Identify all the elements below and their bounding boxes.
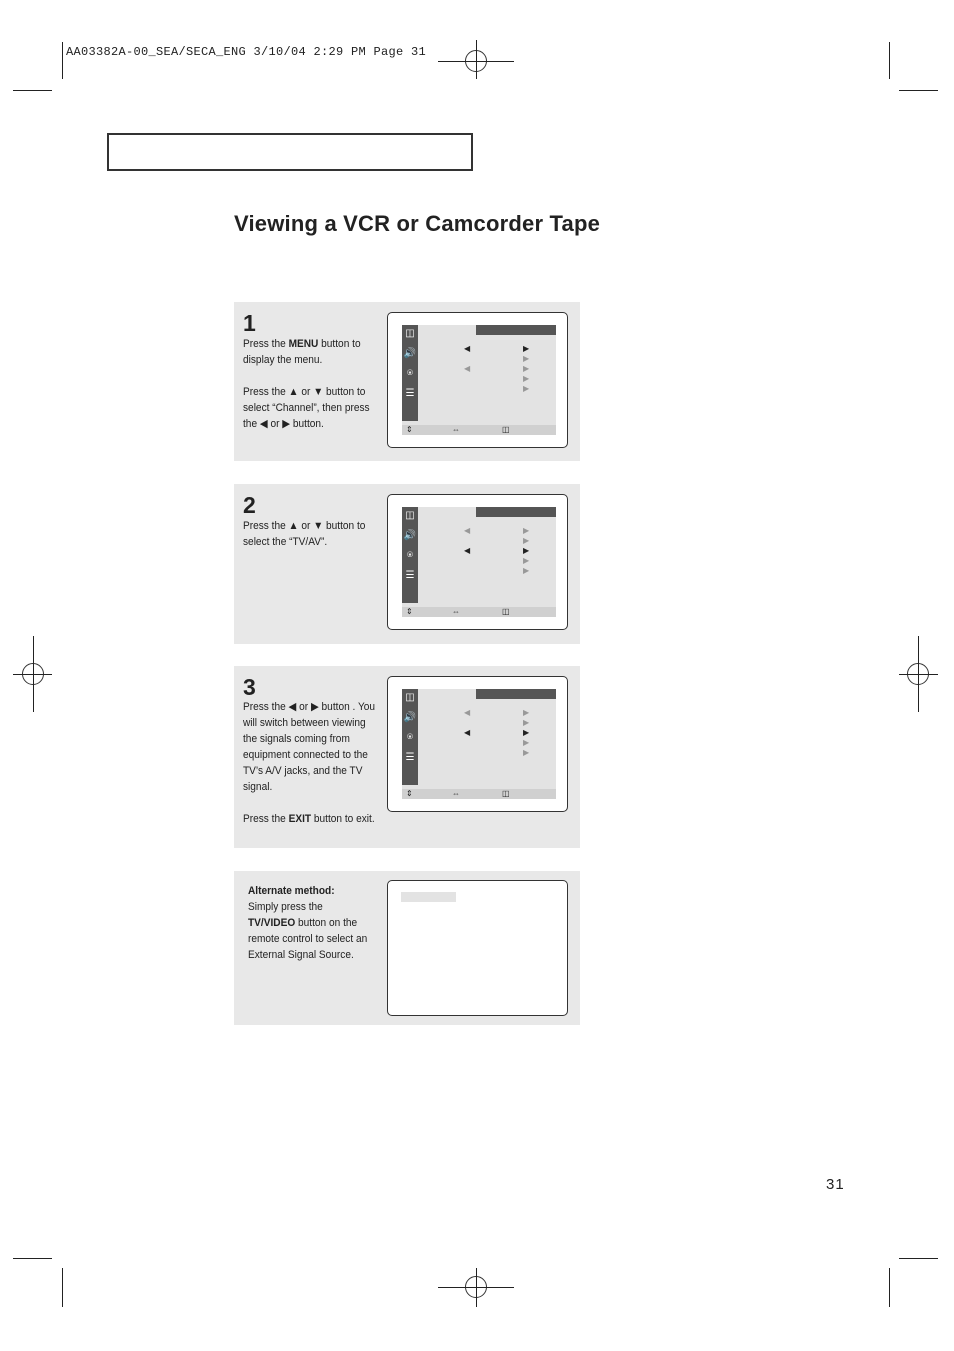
right-arrow-icon: ▶ xyxy=(523,354,530,363)
step-instructions xyxy=(243,699,377,827)
right-arrow-icon: ▶ xyxy=(523,556,530,565)
picture-menu-icon: ◫ xyxy=(405,692,415,703)
left-right-icon: ⇔ xyxy=(452,607,460,616)
step-instructions xyxy=(243,336,377,432)
menu-button-name: MENU xyxy=(288,338,319,350)
menu-icon-column xyxy=(402,689,418,785)
menu-help-bar xyxy=(402,425,556,435)
setup-menu-icon: ☰ xyxy=(405,388,415,399)
step-instructions xyxy=(243,518,377,550)
menu-title-bar xyxy=(476,325,556,335)
alternate-method-panel xyxy=(234,871,580,1025)
source-indicator xyxy=(401,892,456,902)
picture-menu-icon: ◫ xyxy=(405,510,415,521)
crop-mark xyxy=(62,42,63,79)
print-header: AA03382A-00_SEA/SECA_ENG 3/10/04 2:29 PM Page 31 xyxy=(66,45,427,59)
right-arrow-icon: ▶ xyxy=(523,546,530,555)
right-arrow-icon: ▶ xyxy=(523,384,530,393)
menu-help-bar xyxy=(402,607,556,617)
exit-button-name: EXIT xyxy=(288,813,312,825)
channel-menu-icon: ⍟ xyxy=(407,732,413,743)
tv-source-screen xyxy=(387,880,568,1016)
step-3-panel xyxy=(234,666,580,848)
menu-panel xyxy=(402,507,556,617)
right-arrow-icon: ▶ xyxy=(523,374,530,383)
right-arrow-icon: ▶ xyxy=(523,738,530,747)
step-number: 2 xyxy=(243,492,256,518)
step-2-panel xyxy=(234,484,580,644)
crop-mark xyxy=(13,90,52,91)
tv-menu-screen xyxy=(387,676,568,812)
instruction-paragraph: Press the MENU button to display the menu. xyxy=(243,338,361,366)
left-arrow-icon: ◀ xyxy=(464,546,471,555)
menu-panel xyxy=(402,689,556,799)
step-1-panel xyxy=(234,302,580,461)
right-arrow-icon: ▶ xyxy=(523,526,530,535)
sound-menu-icon: 🔊 xyxy=(403,530,417,541)
right-arrow-icon: ▶ xyxy=(523,536,530,545)
menu-panel xyxy=(402,325,556,435)
alternate-method-label: Alternate method: xyxy=(248,885,335,897)
left-right-icon: ⇔ xyxy=(452,425,460,434)
right-arrow-icon: ▶ xyxy=(523,344,530,353)
right-arrow-icon: ▶ xyxy=(523,566,530,575)
step-number: 3 xyxy=(243,674,256,700)
left-right-icon: ⇔ xyxy=(452,789,460,798)
channel-menu-icon: ⍟ xyxy=(407,368,413,379)
crop-mark xyxy=(13,1258,52,1259)
sound-menu-icon: 🔊 xyxy=(403,348,417,359)
tv-video-button-name: TV/VIDEO xyxy=(248,917,296,929)
menu-icon: ◫ xyxy=(502,607,510,616)
instruction-paragraph: Press the EXIT button to exit. xyxy=(243,813,375,825)
menu-icon-column xyxy=(402,507,418,603)
setup-menu-icon: ☰ xyxy=(405,752,415,763)
right-arrow-icon: ▶ xyxy=(523,718,530,727)
crop-mark xyxy=(889,1268,890,1307)
crop-mark xyxy=(62,1268,63,1307)
right-arrow-icon: ▶ xyxy=(523,708,530,717)
channel-menu-icon: ⍟ xyxy=(407,550,413,561)
section-header-box xyxy=(107,133,473,171)
right-arrow-icon: ▶ xyxy=(523,748,530,757)
menu-icon-column xyxy=(402,325,418,421)
menu-title-bar xyxy=(476,507,556,517)
instruction-paragraph: Press the ▲ or ▼ button to select “Channel”, then press the ◀ or ▶ button. xyxy=(243,386,370,430)
up-down-icon: ⇕ xyxy=(406,607,413,616)
left-arrow-icon: ◀ xyxy=(464,364,471,373)
tv-menu-screen xyxy=(387,494,568,630)
page-number: 31 xyxy=(826,1176,845,1193)
crop-mark xyxy=(899,1258,938,1259)
instruction-paragraph: Press the ▲ or ▼ button to select the “TV/AV”. xyxy=(243,520,366,548)
crop-mark xyxy=(889,42,890,79)
right-arrow-icon: ▶ xyxy=(523,364,530,373)
tv-menu-screen xyxy=(387,312,568,448)
menu-title-bar xyxy=(476,689,556,699)
page-title: Viewing a VCR or Camcorder Tape xyxy=(234,211,601,236)
left-arrow-icon: ◀ xyxy=(464,728,471,737)
setup-menu-icon: ☰ xyxy=(405,570,415,581)
instruction-paragraph: Press the ◀ or ▶ button . You will switch between viewing the signals coming from equipment connected to the TV’s A/V jacks, and the TV signal. xyxy=(243,701,376,793)
menu-help-bar xyxy=(402,789,556,799)
up-down-icon: ⇕ xyxy=(406,789,413,798)
right-arrow-icon: ▶ xyxy=(523,728,530,737)
left-arrow-icon: ◀ xyxy=(464,526,471,535)
picture-menu-icon: ◫ xyxy=(405,328,415,339)
up-down-icon: ⇕ xyxy=(406,425,413,434)
left-arrow-icon: ◀ xyxy=(464,708,471,717)
menu-icon: ◫ xyxy=(502,425,510,434)
menu-icon: ◫ xyxy=(502,789,510,798)
sound-menu-icon: 🔊 xyxy=(403,712,417,723)
alternate-method-text: Alternate method: Simply press the TV/VIDEO button on the remote control to select an External Signal Source. xyxy=(248,885,368,961)
step-number: 1 xyxy=(243,310,256,336)
crop-mark xyxy=(899,90,938,91)
left-arrow-icon: ◀ xyxy=(464,344,471,353)
